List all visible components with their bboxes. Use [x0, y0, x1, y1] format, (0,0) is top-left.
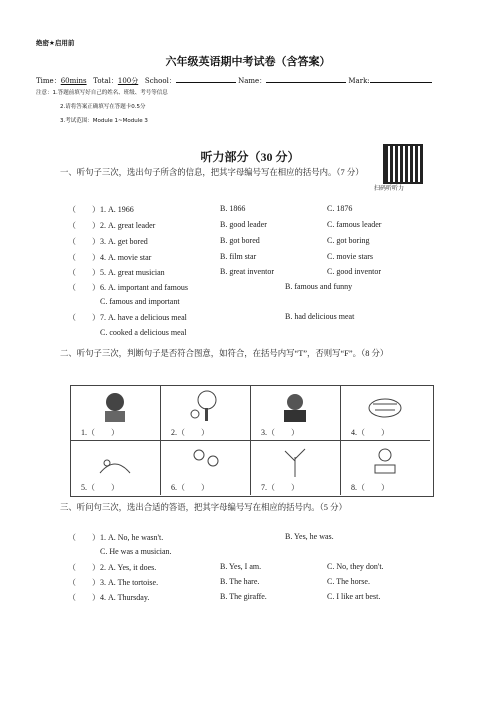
note-1: 注意：1.答题前填写好自己的姓名、班级、考号等信息 — [36, 90, 168, 96]
rabbit-icon — [95, 445, 135, 477]
confidential-label: 绝密★启用前 — [36, 39, 75, 47]
portrait-woman-icon — [95, 390, 135, 422]
picture-cell: 2.（ ） — [161, 386, 251, 441]
picture-cell: 3.（ ） — [251, 386, 341, 441]
picture-cell: 1.（ ） — [71, 386, 161, 441]
name-label: Name： — [238, 77, 267, 85]
picture-cell: 4.（ ） — [341, 386, 430, 441]
time-label: Time： — [36, 77, 61, 85]
time-value: 60mins — [60, 77, 87, 85]
mark-blank[interactable] — [370, 75, 432, 83]
scanned-listening-section: 听力部分（30 分） 扫码听听力 一、听句子三次，选出句子所含的信息，把其字母编号写在相应的括号内。（7 分） （ ）1. A. 1966 B. 1866 C. 1876 （ ）2. A. great leader B. good leader C. famous leader （ ）3. A. get bored B. got bored C. got boring （ ）4. A. movie star B. film star C. movie stars （ ）5. A. great musician B. great inventor C. good inventor （ ）6. A. important and famous B. famous and funny C. famous and important （ ）7. A. have a delicious meal B. had delicious meat C. cooked a delicious meal 二、听句子三次，判断句子是否符合图意，如符合，在括号内写“T”，否则写“F”。（8 分） 1.（ ） 2.（ ） 3.（ ） 4.（ ） 5.（ ） 6.（ ） 7.（ ） 8.（ ） 三、听问句三次，选出合适的答语，把其字母编号写在相应的括号内。（5 分） （ ）1. A. No, he wasn't. B. Yes, he was. C. He was a musician. （ ）2. A. Yes, it does. B. Yes, I am. C. No, they don't. （ ）3. A. The tortoise. B. The hare. C. The horse. （ ）4. A. Thursday. B. The giraffe. C. I like art best. — [58, 140, 442, 608]
listening-heading: 听力部分（30 分） — [200, 150, 300, 164]
note-3: 3.考试范围：Module 1~Module 3 — [60, 118, 148, 124]
picture-grid — [70, 385, 434, 497]
note-2: 2.请将答案正确填写在答题卡0.5分 — [60, 104, 146, 110]
picture-cell: 8.（ ） — [341, 441, 430, 495]
mark-label: Mark: — [348, 77, 370, 85]
bare-tree-icon — [275, 445, 315, 477]
picture-cell: 5.（ ） — [71, 441, 161, 495]
total-label: Total： — [93, 77, 118, 85]
section-2-title: 二、听句子三次，判断句子是否符合图意，如符合，在括号内写“T”，否则写“F”。（8 分） — [60, 349, 389, 358]
school-label: School： — [144, 77, 176, 85]
portrait-man-icon — [275, 390, 315, 422]
picture-cell: 7.（ ） — [251, 441, 341, 495]
picture-cell: 6.（ ） — [161, 441, 251, 495]
children-icon — [185, 445, 225, 477]
total-value: 100分 — [117, 77, 139, 85]
section-1-title: 一、听句子三次，选出句子所含的信息，把其字母编号写在相应的括号内。（7 分） — [60, 168, 364, 177]
tiger-icon — [365, 390, 405, 422]
section-3-title: 三、听问句三次，选出合适的答语，把其字母编号写在相应的括号内。（5 分） — [60, 503, 347, 512]
qr-code-icon — [383, 144, 423, 184]
tree-scene-icon — [185, 390, 225, 422]
exam-title: 六年级英语期中考试卷（含答案） — [165, 55, 331, 68]
school-blank[interactable] — [176, 75, 236, 83]
exam-meta-line — [36, 75, 432, 86]
boy-reading-icon — [365, 445, 405, 477]
name-blank[interactable] — [266, 75, 346, 83]
qr-label: 扫码听听力 — [374, 185, 405, 192]
